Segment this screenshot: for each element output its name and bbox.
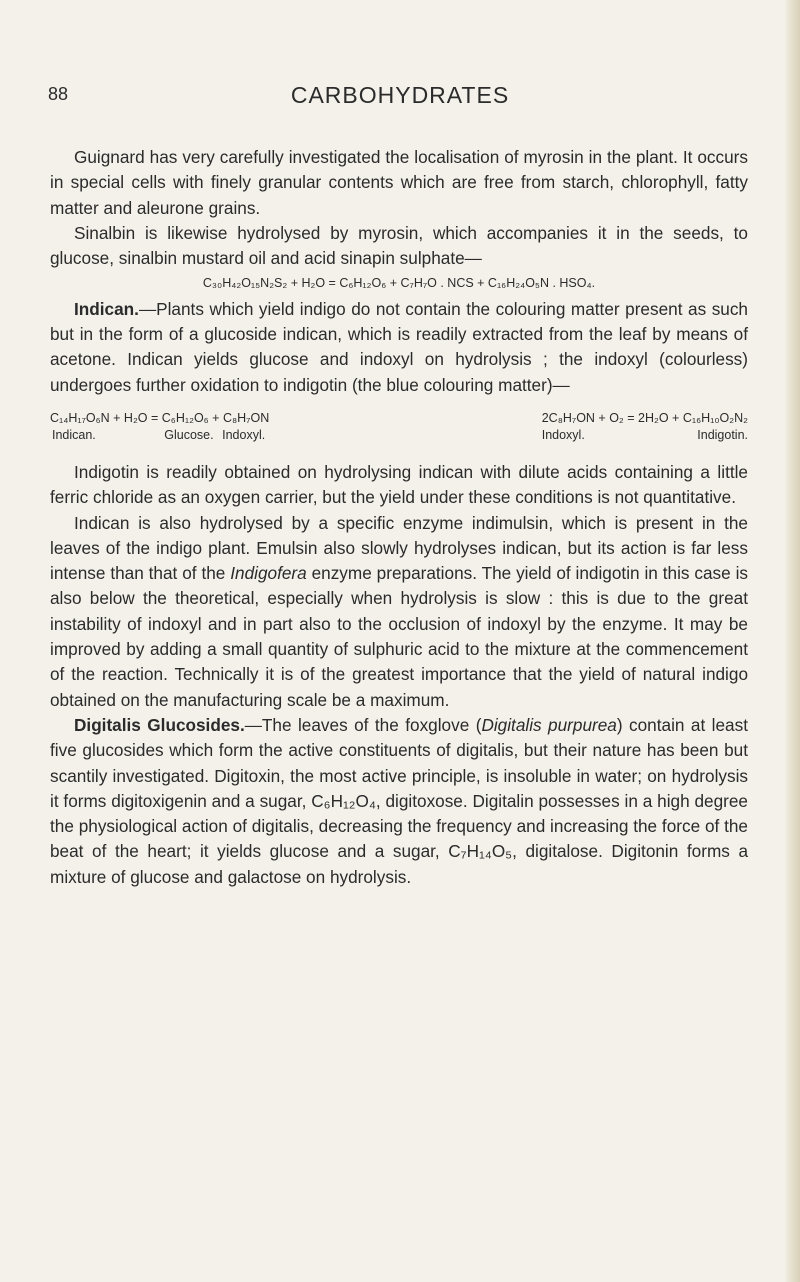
label-glucose: Glucose. [164,427,214,442]
paragraph-indican [50,297,748,398]
label-indigotin: Indigotin. [697,427,748,442]
paragraph-indimulsin [50,511,748,713]
label-indican: Indican. [52,427,96,442]
digitalis-text-a: —The leaves of the foxglove ( [244,714,482,735]
equation-indoxyl-oxidation [542,410,748,444]
formula-digitoxose: C₆H₁₂O₄ [311,790,376,811]
heading-digitalis: Digitalis Glucosides. [74,714,245,735]
paragraph-myrosin: Guignard has very carefully investigated the localisation of myrosin in the plant. It occurs in special cells with finely granular contents which are free from starch, chlorophyll, fatty matter and aleurone grains. [50,147,748,218]
label-indoxyl: Indoxyl. [222,427,266,442]
indimulsin-text-a: Indican is also hydrolysed by a specific enzyme indimulsin, which is present in the leaves of the indigo plant. Emulsin also slowly hydrolyses indican, but its action is far less intense than that of the [50,512,748,584]
equation-indican-formula: C₁₄H₁₇O₆N + H₂O = C₆H₁₂O₆ + C₈H₇ON [50,410,270,425]
running-head: CARBOHYDRATES [290,82,510,108]
digitalis-text-c: , digitoxose. Digitalin possesses in a high degree the physiological action of digitalis, decreasing the frequency and increasing the force of the beat of the heart; it yields glucose and a sugar, [50,790,748,862]
paragraph-sinalbin: Sinalbin is likewise hydrolysed by myrosin, which accompanies it in the seeds, to glucose, sinalbin mustard oil and acid sinapin sulphate— [50,222,748,269]
indican-text: —Plants which yield indigo do not contain the colouring matter present as such but in the form of a glucoside indican, which is readily extracted from the leaf by means of acetone. Indican yields glucose and indoxyl on hydrolysis ; the indoxyl (colourless) undergoes further oxidation to indigotin (the blue colouring matter)— [50,298,748,395]
formula-digitalose: C₇H₁₄O₅ [448,841,513,862]
equations-indican [50,410,748,444]
page-body [50,145,748,890]
equation-indoxyl-formula: 2C₈H₇ON + O₂ = 2H₂O + C₁₆H₁₀O₂N₂ [541,410,748,425]
digitalis-text-d: , digitalose. Digitonin forms a mixture of glucose and galactose on hydrolysis. [50,841,749,887]
equation-indican-labels [50,427,269,444]
paragraph-indigotin: Indigotin is readily obtained on hydrolysing indican with dilute acids containing a little ferric chloride as an oxygen carrier, but the yield under these conditions is not quantitative. [50,461,748,508]
digitalis-purpurea-italic: Digitalis purpurea [481,714,617,735]
equation-indican-hydrolysis [50,410,269,444]
indigofera-italic: Indigofera [230,563,307,584]
page-edge-shadow [784,0,800,1282]
page-number: 88 [48,84,69,104]
digitalis-text-b: ) contain at least five glucosides which form the active constituents of digitalis, but their nature has been but scantily investigated. Digitoxin, the most active principle, is insoluble in water; on hydrolysis it forms digitoxigenin and a sugar, [50,714,748,811]
paragraph-digitalis [50,713,748,890]
equation-indoxyl-labels [542,427,748,444]
label-indoxyl-2: Indoxyl. [541,427,585,442]
heading-indican: Indican. [74,298,139,319]
equation-sinalbin: C₃₀H₄₂O₁₅N₂S₂ + H₂O = C₆H₁₂O₆ + C₇H₇O . NCS + C₁₆H₂₄O₅N . HSO₄. [202,276,596,291]
indimulsin-text-b: enzyme preparations. The yield of indigotin in this case is also below the theoretical, especially when hydrolysis is slow : this is due to the great instability of indoxyl and in part also to the occlusion of indoxyl by the enzyme. It may be improved by adding a small quantity of sulphuric acid to the mixture at the commencement of the reaction. Technically it is of the greatest importance that the yield of natural indigo obtained on the manufacturing scale be a maximum. [50,563,748,710]
